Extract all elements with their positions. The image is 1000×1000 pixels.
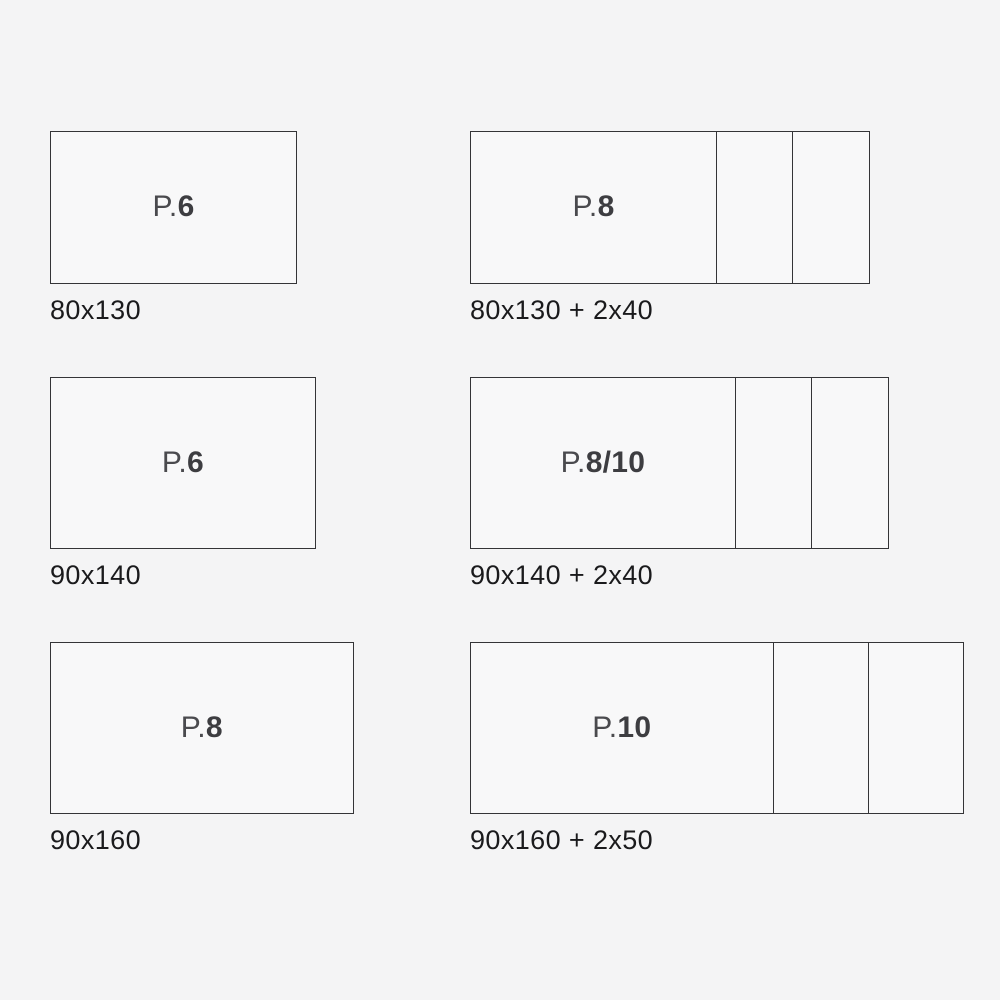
seats-label (592, 711, 651, 745)
table-top (471, 378, 735, 548)
seats-label (572, 190, 614, 224)
seats-label (152, 190, 194, 224)
table-outline (470, 377, 889, 549)
extension-leaf (792, 132, 868, 283)
seats-prefix: P. (560, 445, 586, 479)
seats-prefix: P. (592, 710, 618, 744)
table-diagram-90x160 (50, 642, 354, 856)
extension-leaf (735, 378, 811, 548)
table-diagram-90x140-extended (470, 377, 889, 591)
size-label: 80x130 + 2x40 (470, 294, 654, 325)
table-diagram-80x130 (50, 131, 297, 326)
seats-prefix: P. (152, 190, 178, 224)
size-label: 90x160 (50, 824, 141, 855)
size-label: 90x140 + 2x40 (470, 559, 654, 590)
seats-count: 8 (597, 190, 615, 224)
table-top (51, 643, 353, 813)
table-diagram-90x140 (50, 377, 316, 591)
table-top (471, 132, 716, 283)
seats-prefix: P. (161, 445, 187, 479)
table-outline (50, 131, 297, 284)
table-outline (50, 377, 316, 549)
size-label: 80x130 (50, 294, 141, 325)
seats-prefix: P. (180, 710, 206, 744)
table-diagram-80x130-extended (470, 131, 870, 326)
seats-label (181, 711, 223, 745)
extension-leaf (868, 643, 963, 813)
seats-count: 6 (186, 445, 204, 479)
extension-leaf (716, 132, 792, 283)
extension-leaf (811, 378, 887, 548)
table-outline (470, 642, 964, 814)
size-label: 90x140 (50, 559, 141, 590)
table-outline (50, 642, 354, 814)
table-top (51, 378, 315, 548)
seats-count: 6 (177, 190, 195, 224)
table-diagram-90x160-extended (470, 642, 964, 856)
table-top (471, 643, 773, 813)
size-label: 90x160 + 2x50 (470, 824, 654, 855)
seats-prefix: P. (572, 190, 598, 224)
seats-count: 8/10 (585, 445, 646, 479)
table-outline (470, 131, 870, 284)
seats-count: 8 (205, 710, 223, 744)
seats-count: 10 (617, 710, 652, 744)
table-top (51, 132, 296, 283)
seats-label (162, 446, 204, 480)
seats-label (561, 446, 646, 480)
extension-leaf (773, 643, 868, 813)
